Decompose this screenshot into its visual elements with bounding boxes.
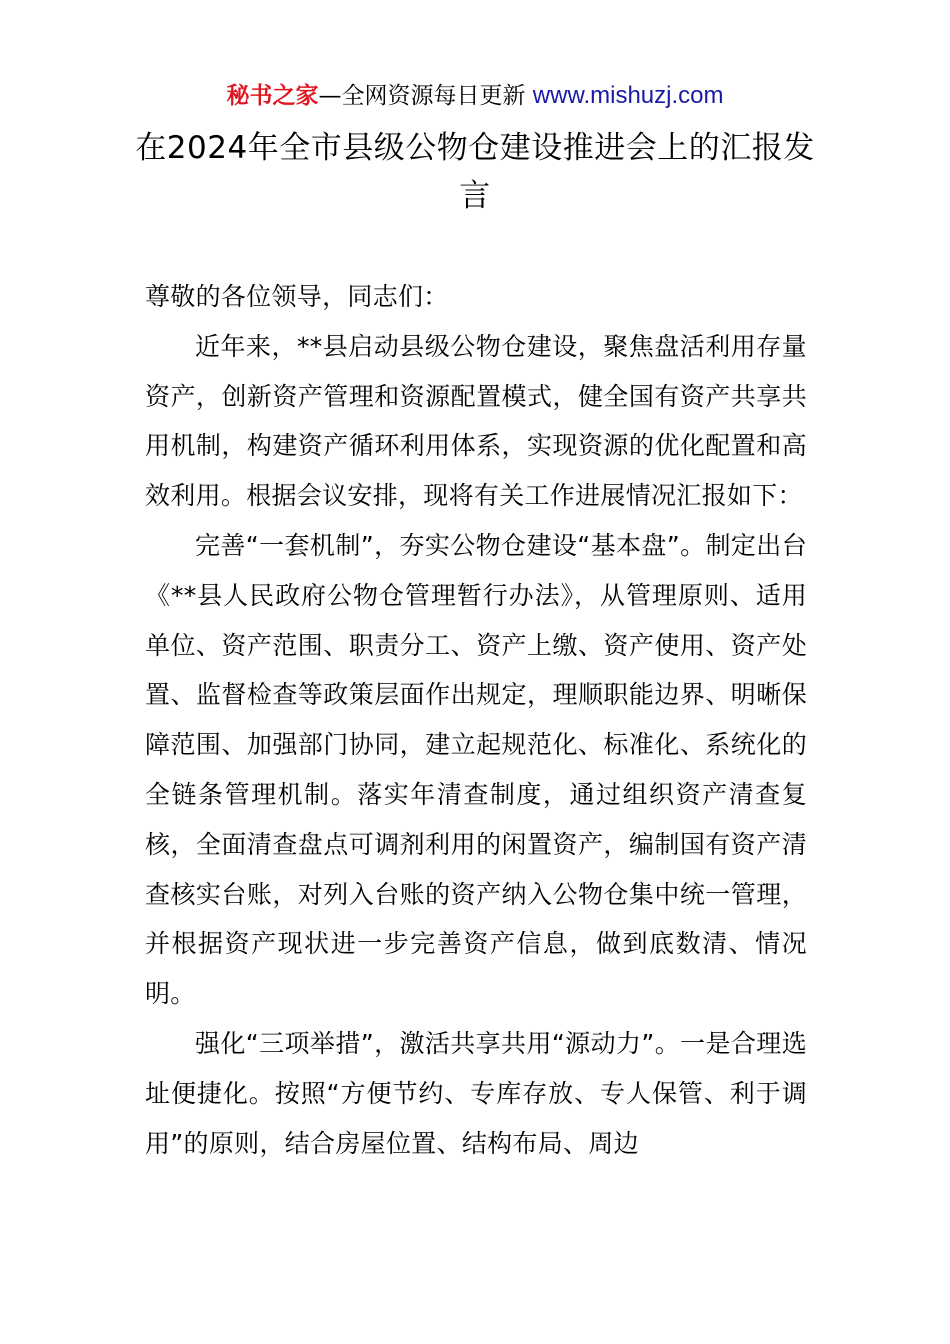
paragraph: 近年来，**县启动县级公物仓建设，聚焦盘活利用存量资产，创新资产管理和资源配置模式，健全国有资产共享共用机制，构建资产循环利用体系，实现资源的优化配置和高效利用。根据会议安排，现将有关工作进展情况汇报如下：	[145, 331, 807, 511]
paragraph: 强化“三项举措”，激活共享共用“源动力”。一是合理选址便捷化。按照“方便节约、专库存放、专人保管、利于调用”的原则，结合房屋位置、结构布局、周边	[145, 1028, 807, 1158]
header-tagline: —全网资源每日更新	[318, 83, 526, 109]
site-url-link[interactable]: www.mishuzj.com	[532, 82, 724, 109]
paragraph: 完善“一套机制”，夯实公物仓建设“基本盘”。制定出台《**县人民政府公物仓管理暂行办法》，从管理原则、适用单位、资产范围、职责分工、资产上缴、资产使用、资产处置、监督检查等政策层面作出规定，理顺职能边界、明晰保障范围、加强部门协同，建立起规范化、标准化、系统化的全链条管理机制。落实年清查制度，通过组织资产清查复核，全面清查盘点可调剂利用的闲置资产，编制国有资产清查核实台账，对列入台账的资产纳入公物仓集中统一管理，并根据资产现状进一步完善资产信息，做到底数清、情况明。	[145, 530, 807, 1009]
watermark-header	[0, 80, 950, 112]
document-title: 在2024年全市县级公物仓建设推进会上的汇报发言	[135, 130, 815, 214]
document-body	[145, 272, 807, 1168]
salutation: 尊敬的各位领导，同志们：	[145, 282, 449, 311]
brand-name: 秘书之家	[226, 83, 319, 109]
